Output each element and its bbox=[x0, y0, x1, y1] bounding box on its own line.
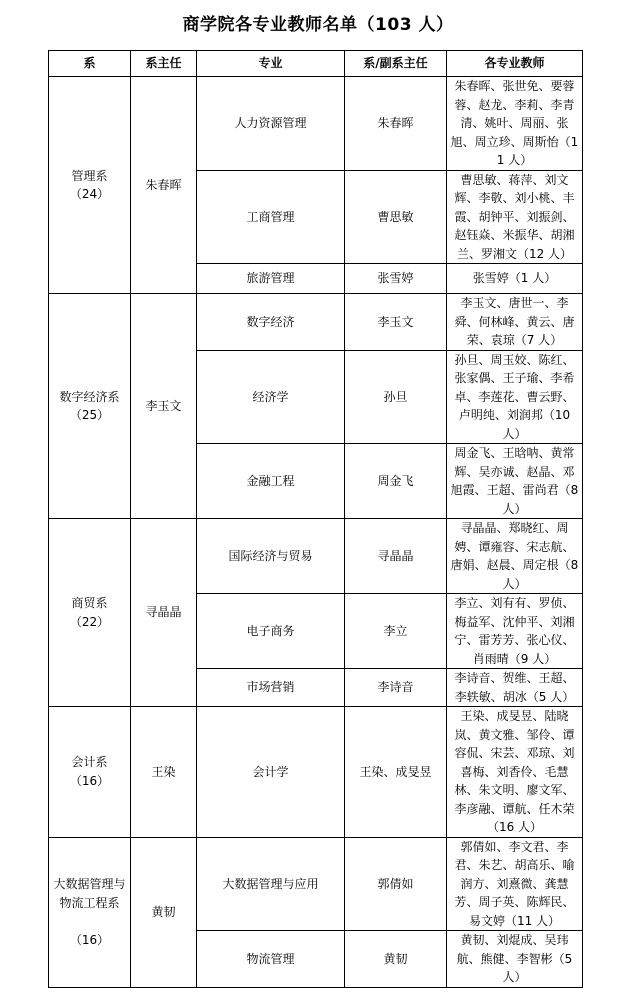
header-director: 系/副系主任 bbox=[345, 51, 447, 77]
director-cell: 寻晶晶 bbox=[345, 519, 447, 594]
department-count: （16） bbox=[69, 773, 110, 788]
department-name: 管理系 bbox=[71, 168, 108, 183]
director-cell: 曹思敏 bbox=[345, 170, 447, 264]
major-cell: 物流管理 bbox=[197, 931, 345, 988]
major-cell: 数字经济 bbox=[197, 294, 345, 351]
department-count: （16） bbox=[69, 932, 110, 947]
table-row bbox=[49, 294, 583, 351]
director-cell: 郭倩如 bbox=[345, 837, 447, 931]
teachers-cell: 曹思敏、蒋萍、刘文辉、李敬、刘小桃、丰霞、胡钟平、刘振剑、赵钰焱、米振华、胡湘兰、罗湘文（12 人） bbox=[447, 170, 583, 264]
major-cell: 会计学 bbox=[197, 707, 345, 838]
teachers-cell: 郭倩如、李文君、李君、朱艺、胡高乐、喻润方、刘熹微、龚慧芳、周子英、陈辉民、易文婷（11 人） bbox=[447, 837, 583, 931]
teachers-cell: 李立、刘有有、罗侦、梅益军、沈仲平、刘湘宁、雷芳芳、张心仪、肖雨晴（9 人） bbox=[447, 594, 583, 669]
table-header-row bbox=[49, 51, 583, 77]
header-teachers: 各专业教师 bbox=[447, 51, 583, 77]
page-title: 商学院各专业教师名单（103 人） bbox=[182, 15, 454, 35]
major-cell: 旅游管理 bbox=[197, 264, 345, 294]
director-cell: 李玉文 bbox=[345, 294, 447, 351]
department-cell bbox=[49, 519, 131, 707]
teachers-cell: 周金飞、王晗呐、黄常辉、吴亦诚、赵晶、邓旭霞、王超、雷尚君（8 人） bbox=[447, 444, 583, 519]
teachers-cell: 朱春晖、张世免、要蓉蓉、赵龙、李莉、李青清、姚叶、周丽、张旭、周立珍、周斯怡（11 人） bbox=[447, 77, 583, 171]
department-head-cell: 李玉文 bbox=[131, 294, 197, 519]
department-count: （25） bbox=[69, 408, 110, 422]
department-cell bbox=[49, 707, 131, 838]
table-row bbox=[49, 707, 583, 838]
department-name: 数字经济系 bbox=[59, 389, 120, 404]
department-name: 会计系 bbox=[71, 755, 108, 770]
department-count: （24） bbox=[69, 187, 110, 201]
department-cell bbox=[49, 294, 131, 519]
table-row bbox=[49, 837, 583, 931]
department-head-cell: 朱春晖 bbox=[131, 77, 197, 294]
teachers-cell: 张雪婷（1 人） bbox=[447, 264, 583, 294]
major-cell: 经济学 bbox=[197, 350, 345, 444]
director-cell: 张雪婷 bbox=[345, 264, 447, 294]
director-cell: 孙旦 bbox=[345, 350, 447, 444]
major-cell: 电子商务 bbox=[197, 594, 345, 669]
major-cell: 市场营销 bbox=[197, 669, 345, 707]
director-cell: 朱春晖 bbox=[345, 77, 447, 171]
teachers-cell: 寻晶晶、郑晓红、周娉、谭雍容、宋志航、唐娟、赵晨、周定根（8 人） bbox=[447, 519, 583, 594]
major-cell: 国际经济与贸易 bbox=[197, 519, 345, 594]
director-cell: 黄韧 bbox=[345, 931, 447, 988]
department-cell bbox=[49, 77, 131, 294]
major-cell: 人力资源管理 bbox=[197, 77, 345, 171]
header-department-head: 系主任 bbox=[131, 51, 197, 77]
teachers-cell: 王染、成旻昱、陆晓岚、黄文雅、邹伶、谭容侃、宋芸、邓琼、刘喜梅、刘香伶、毛慧林、朱文明、廖文军、李彦融、谭航、任木荣（16 人） bbox=[447, 707, 583, 838]
major-cell: 工商管理 bbox=[197, 170, 345, 264]
department-head-cell: 黄韧 bbox=[131, 837, 197, 987]
department-name: 商贸系 bbox=[71, 596, 108, 610]
teachers-cell: 孙旦、周玉姣、陈红、张家偶、王子瑜、李希卓、李莲花、曹云野、卢明纯、刘润邦（10 人） bbox=[447, 350, 583, 444]
director-cell: 周金飞 bbox=[345, 444, 447, 519]
director-cell: 李立 bbox=[345, 594, 447, 669]
teachers-cell: 李诗音、贺维、王超、李轶敏、胡冰（5 人） bbox=[447, 669, 583, 707]
header-major: 专业 bbox=[197, 51, 345, 77]
director-cell: 李诗音 bbox=[345, 669, 447, 707]
director-cell: 王染、成旻昱 bbox=[345, 707, 447, 838]
table-row bbox=[49, 77, 583, 171]
teachers-cell: 李玉文、唐世一、李舜、何林峰、黄云、唐荣、袁琼（7 人） bbox=[447, 294, 583, 351]
department-head-cell: 王染 bbox=[131, 707, 197, 838]
header-department: 系 bbox=[49, 51, 131, 77]
department-cell bbox=[49, 837, 131, 987]
department-head-cell: 寻晶晶 bbox=[131, 519, 197, 707]
major-cell: 大数据管理与应用 bbox=[197, 837, 345, 931]
department-name: 大数据管理与物流工程系 bbox=[53, 877, 126, 910]
faculty-table bbox=[48, 50, 583, 988]
department-count: （22） bbox=[69, 614, 110, 629]
table-row bbox=[49, 519, 583, 594]
major-cell: 金融工程 bbox=[197, 444, 345, 519]
teachers-cell: 黄韧、刘焜成、吴玮航、熊健、李智彬（5 人） bbox=[447, 931, 583, 988]
